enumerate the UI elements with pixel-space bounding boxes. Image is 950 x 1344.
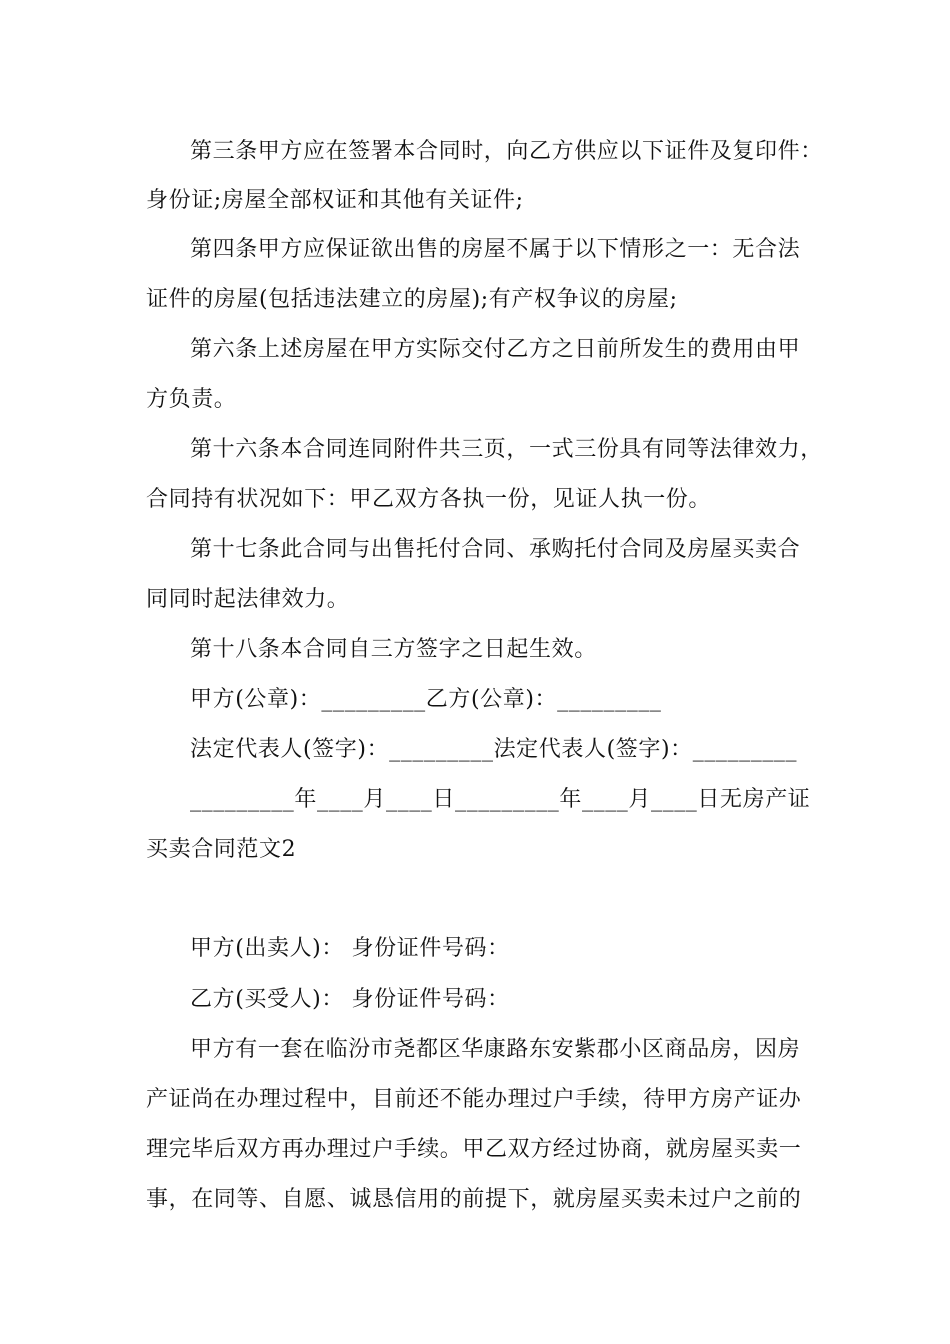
paragraph-article-3-line-1: 第三条甲方应在签署本合同时，向乙方供应以下证件及复印件：: [190, 139, 823, 164]
signature-date-line: _________年____月____日_________年____月____日无房产证: [190, 787, 811, 812]
paragraph-intro-line-1: 甲方有一套在临汾市尧都区华康路东安紫郡小区商品房，因房: [190, 1037, 801, 1062]
paragraph-intro-line-2: 产证尚在办理过程中，目前还不能办理过户手续，待甲方房产证办: [146, 1087, 802, 1112]
signature-seal-line: 甲方(公章)：_________乙方(公章)：_________: [190, 687, 662, 712]
paragraph-article-17-line-2: 同同时起法律效力。: [146, 587, 350, 612]
party-b-line: 乙方(买受人)： 身份证件号码：: [190, 987, 510, 1012]
paragraph-article-18: 第十八条本合同自三方签字之日起生效。: [190, 637, 597, 662]
paragraph-article-17-line-1: 第十七条此合同与出售托付合同、承购托付合同及房屋买卖合: [190, 537, 801, 562]
signature-representative-line: 法定代表人(签字)：_________法定代表人(签字)：_________: [190, 737, 798, 762]
party-a-line: 甲方(出卖人)： 身份证件号码：: [190, 936, 510, 961]
paragraph-article-6-line-1: 第六条上述房屋在甲方实际交付乙方之日前所发生的费用由甲: [190, 337, 801, 362]
paragraph-article-16-line-2: 合同持有状况如下：甲乙双方各执一份，见证人执一份。: [146, 487, 712, 512]
paragraph-intro-line-4: 事，在同等、自愿、诚恳信用的前提下，就房屋买卖未过户之前的: [146, 1187, 802, 1212]
paragraph-intro-line-3: 理完毕后双方再办理过户手续。甲乙双方经过协商，就房屋买卖一: [146, 1137, 802, 1162]
paragraph-article-16-line-1: 第十六条本合同连同附件共三页，一式三份具有同等法律效力，: [190, 437, 823, 462]
paragraph-article-4-line-2: 证件的房屋(包括违法建立的房屋);有产权争议的房屋;: [146, 287, 678, 312]
paragraph-article-6-line-2: 方负责。: [146, 387, 237, 412]
section-title-sample-2: 买卖合同范文2: [146, 837, 297, 862]
paragraph-article-4-line-1: 第四条甲方应保证欲出售的房屋不属于以下情形之一：无合法: [190, 237, 801, 262]
paragraph-article-3-line-2: 身份证;房屋全部权证和其他有关证件;: [146, 188, 524, 213]
